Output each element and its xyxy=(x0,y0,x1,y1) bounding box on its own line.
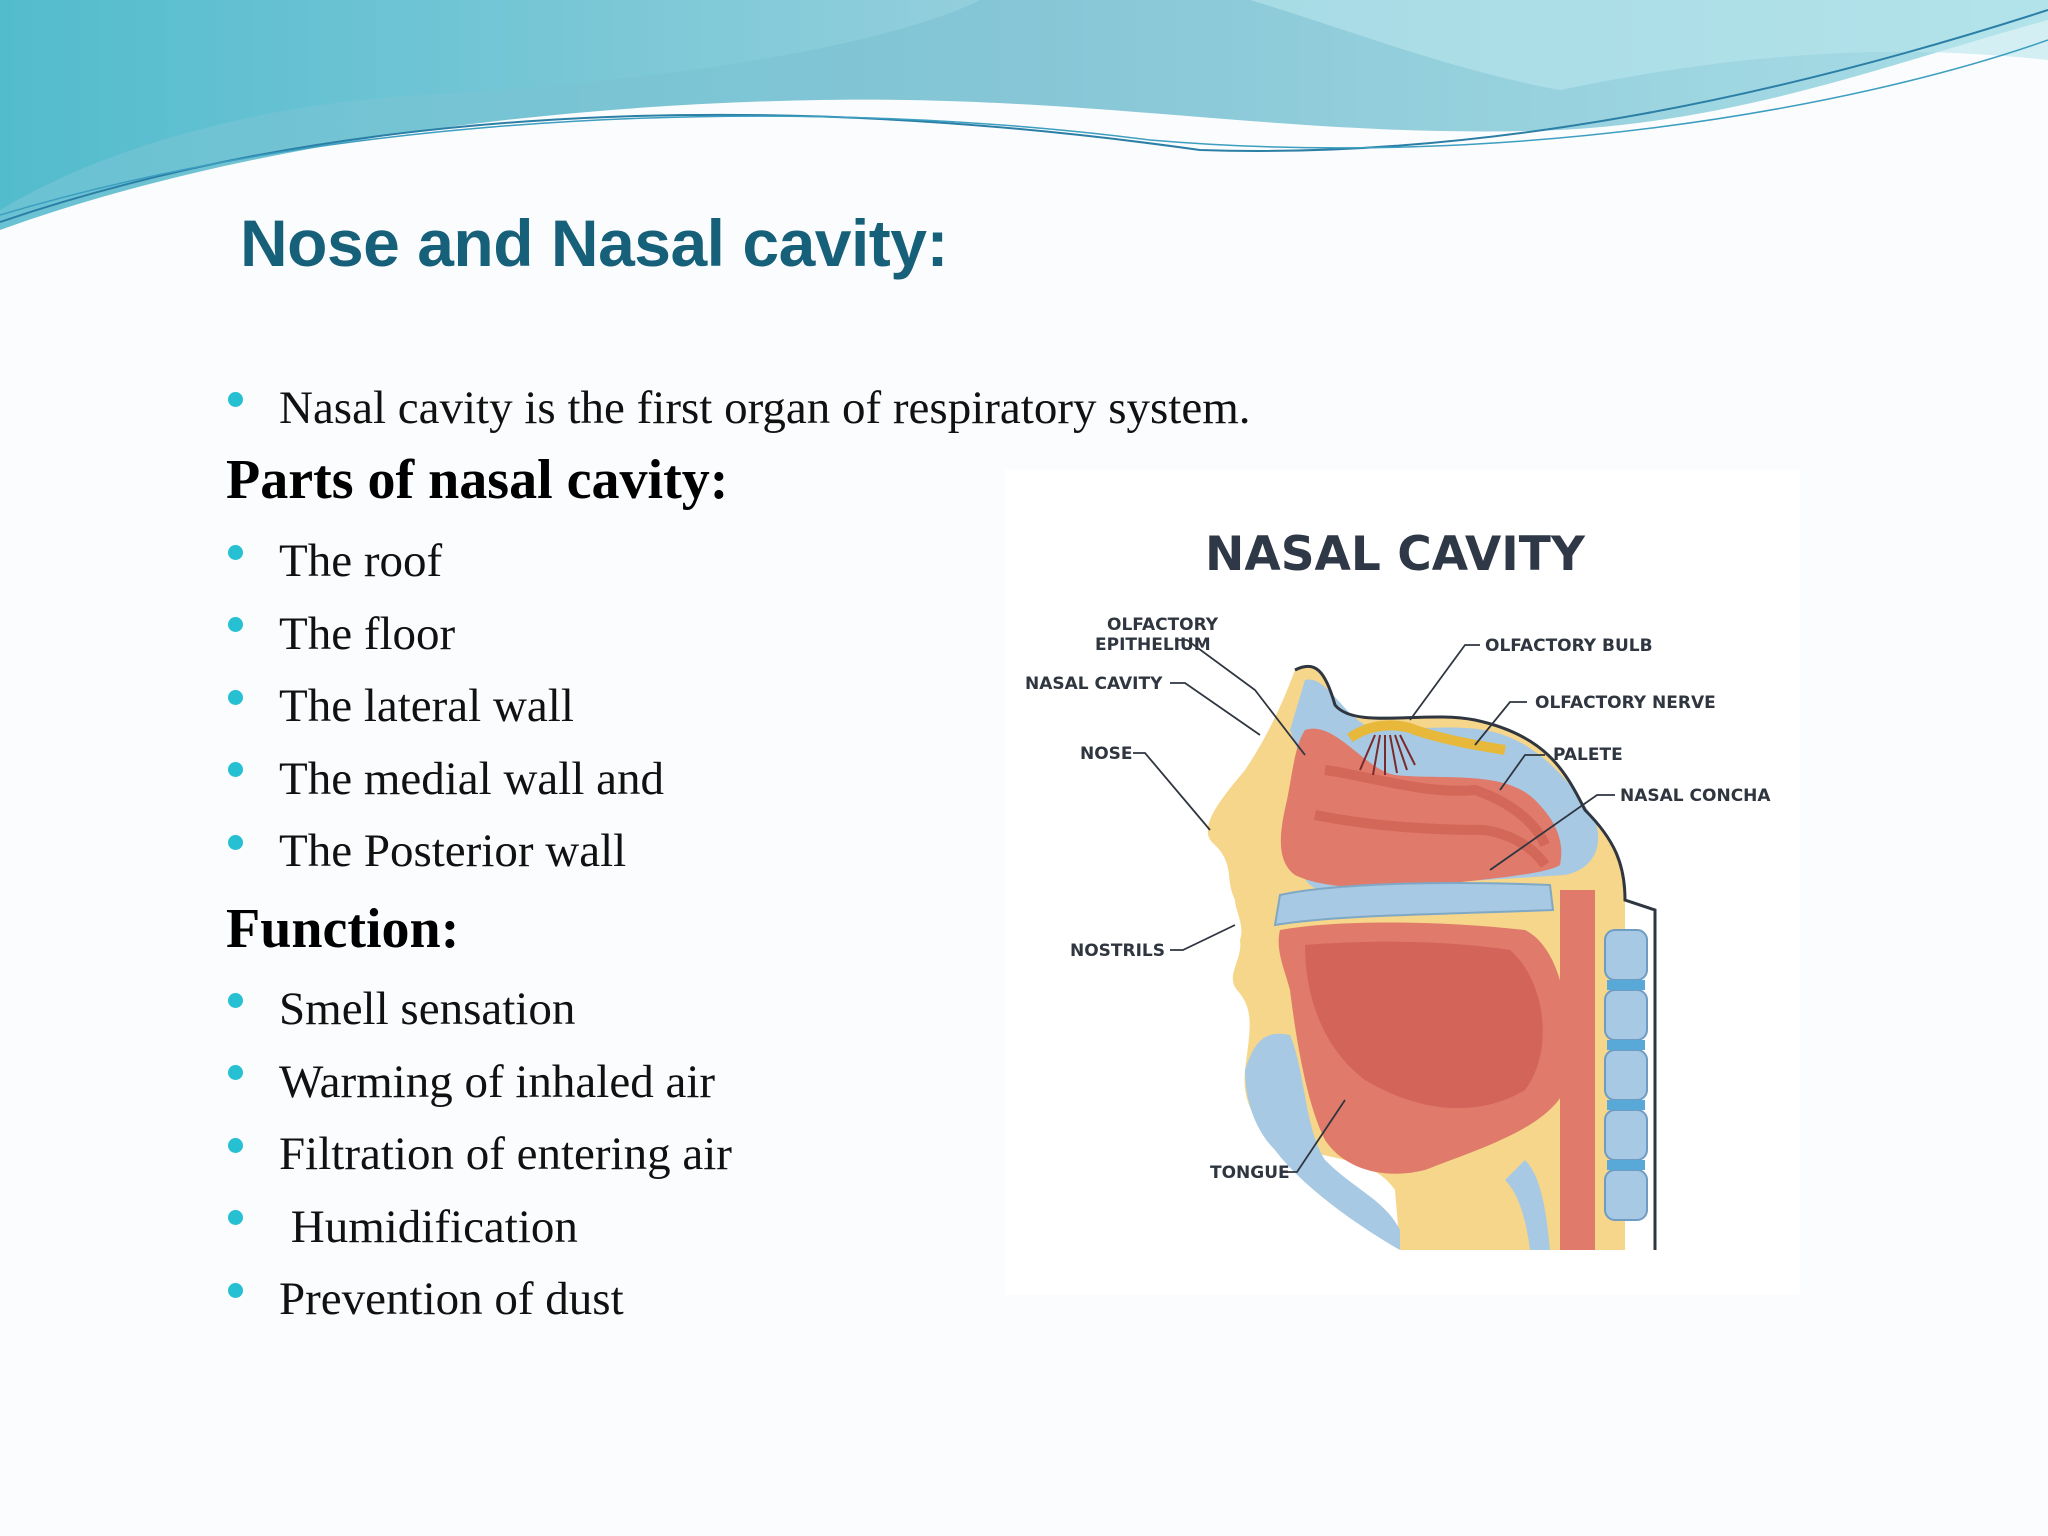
header-wave-decoration xyxy=(0,0,2048,240)
label-nasal-concha: NASAL CONCHA xyxy=(1620,786,1771,806)
label-nasal-cavity: NASAL CAVITY xyxy=(1025,674,1163,694)
intro-text: Nasal cavity is the first organ of respiratory system. xyxy=(279,382,1251,434)
list-item: Humidification xyxy=(228,1191,988,1264)
function-heading: Function: xyxy=(226,898,460,960)
nasal-cavity-diagram xyxy=(1005,470,1800,1295)
bullet-dot-icon xyxy=(228,1283,243,1298)
list-item: The roof xyxy=(228,525,988,598)
bullet-dot-icon xyxy=(228,617,243,632)
label-olfactory-epithelium: OLFACTORY xyxy=(1107,615,1219,635)
list-item: Filtration of entering air xyxy=(228,1118,988,1191)
bullet-dot-icon xyxy=(228,835,243,850)
figure-title: NASAL CAVITY xyxy=(1205,527,1585,582)
parts-heading: Parts of nasal cavity: xyxy=(226,449,729,511)
list-item: Prevention of dust xyxy=(228,1263,988,1336)
list-item: Smell sensation xyxy=(228,973,988,1046)
list-item: The medial wall and xyxy=(228,743,988,816)
bullet-dot-icon xyxy=(228,1138,243,1153)
bullet-dot-icon xyxy=(228,762,243,777)
bullet-dot-icon xyxy=(228,690,243,705)
label-tongue: TONGUE xyxy=(1210,1163,1290,1183)
bullet-dot-icon xyxy=(228,545,243,560)
bullet-dot-icon xyxy=(228,993,243,1008)
parts-list xyxy=(228,525,988,888)
label-nostrils: NOSTRILS xyxy=(1070,941,1166,961)
label-palete: PALETE xyxy=(1553,745,1623,765)
label-olfactory-nerve: OLFACTORY NERVE xyxy=(1535,693,1716,713)
list-item: Warming of inhaled air xyxy=(228,1046,988,1119)
label-nose: NOSE xyxy=(1080,744,1133,764)
label-olfactory-bulb: OLFACTORY BULB xyxy=(1485,636,1653,656)
label-olfactory-epithelium-2: EPITHELIUM xyxy=(1095,635,1211,655)
list-item: The Posterior wall xyxy=(228,815,988,888)
list-item: The floor xyxy=(228,598,988,671)
bullet-dot-icon xyxy=(228,1210,243,1225)
bullet-dot-icon xyxy=(228,392,243,407)
function-list xyxy=(228,973,988,1336)
bullet-dot-icon xyxy=(228,1065,243,1080)
intro-bullet xyxy=(228,372,1428,444)
list-item: The lateral wall xyxy=(228,670,988,743)
page-title: Nose and Nasal cavity: xyxy=(240,206,948,280)
